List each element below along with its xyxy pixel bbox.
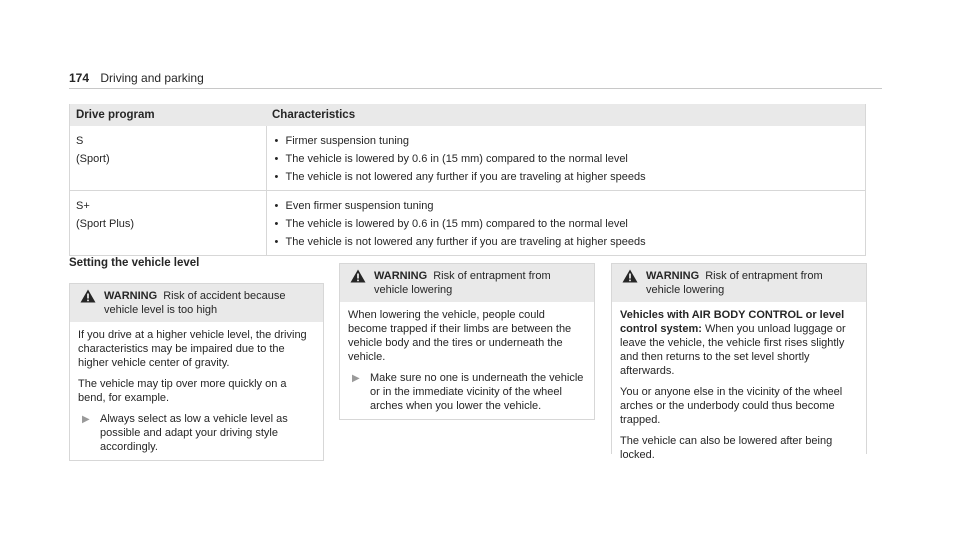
table-row: [70, 126, 866, 191]
warning-paragraph: The vehicle can also be lowered after being locked.: [620, 435, 833, 461]
action-text: Make sure no one is underneath the vehicle or in the immediate vicinity of the wheel arches when you lower the vehicle.: [370, 372, 584, 412]
warning-paragraph: When lowering the vehicle, people could become trapped if their limbs are between the vehicle body and the tires or underneath the vehicle.: [348, 309, 572, 363]
warning-paragraph: If you drive at a higher vehicle level, the driving characteristics may be impaired due to the higher vehicle center of gravity.: [78, 329, 307, 369]
warning-title: Risk of accident because vehicle level is too high: [104, 290, 286, 316]
warning-label: WARNING: [646, 270, 700, 282]
program-name: S+: [76, 200, 90, 212]
warning-label: WARNING: [374, 270, 428, 282]
warning-triangle-icon: [80, 289, 96, 303]
program-subname: (Sport): [76, 153, 110, 165]
drive-program-table: [69, 104, 866, 256]
header-divider: [69, 88, 882, 89]
warning-body: [612, 302, 866, 475]
action-step: [78, 412, 315, 454]
program-subname: (Sport Plus): [76, 218, 135, 230]
warning-paragraph: You or anyone else in the vicinity of the wheel arches or the underbody could thus become trapped.: [620, 386, 843, 426]
list-item: • Firmer suspension tuning: [273, 132, 860, 150]
warning-title: Risk of entrapment from vehicle lowering: [646, 270, 823, 296]
warning-body: [340, 302, 594, 419]
action-arrow-icon: ▶: [82, 414, 90, 425]
page-number: 174: [69, 71, 90, 85]
table-header-row: [70, 104, 866, 126]
list-item: • The vehicle is not lowered any further if you are traveling at higher speeds: [273, 233, 860, 251]
list-item: • The vehicle is not lowered any further if you are traveling at higher speeds: [273, 168, 860, 186]
warning-header: [70, 284, 323, 322]
warning-triangle-icon: [350, 269, 366, 283]
page-header: [69, 71, 204, 85]
warning-header: [340, 264, 594, 302]
action-text: Always select as low a vehicle level as possible and adapt your driving style accordingly.: [100, 413, 288, 453]
column-header-characteristics: Characteristics: [266, 104, 866, 126]
section-name: Driving and parking: [100, 71, 204, 85]
warning-box-air-body-control: [611, 263, 867, 461]
warning-lead-text: When you unload luggage or leave the vehicle, the vehicle first rises slightly and then returns to the set level shortly afterwards.: [620, 323, 846, 377]
warning-body: [70, 322, 323, 460]
characteristics-cell: [266, 126, 866, 191]
characteristics-cell: [266, 191, 866, 256]
list-item: • Even firmer suspension tuning: [273, 197, 860, 215]
program-cell: [70, 126, 267, 191]
table-row: [70, 191, 866, 256]
warning-title: Risk of entrapment from vehicle lowering: [374, 270, 551, 296]
program-name: S: [76, 135, 84, 147]
action-step: [348, 371, 586, 413]
warning-label: WARNING: [104, 290, 158, 302]
warning-paragraph: [620, 308, 858, 378]
warning-box-accident: [69, 283, 324, 461]
warning-paragraph: The vehicle may tip over more quickly on a bend, for example.: [78, 378, 287, 404]
column-header-drive-program: Drive program: [70, 104, 267, 126]
list-item: • The vehicle is lowered by 0.6 in (15 mm) compared to the normal level: [273, 150, 860, 168]
warning-box-entrapment: [339, 263, 595, 420]
warning-lead-bold: Vehicles with AIR BODY CONTROL or level control system:: [620, 309, 845, 335]
warning-header: [612, 264, 866, 302]
list-item: • The vehicle is lowered by 0.6 in (15 mm) compared to the normal level: [273, 215, 860, 233]
action-arrow-icon: ▶: [352, 373, 360, 384]
warning-triangle-icon: [622, 269, 638, 283]
section-title: Setting the vehicle level: [69, 257, 200, 269]
program-cell: [70, 191, 267, 256]
